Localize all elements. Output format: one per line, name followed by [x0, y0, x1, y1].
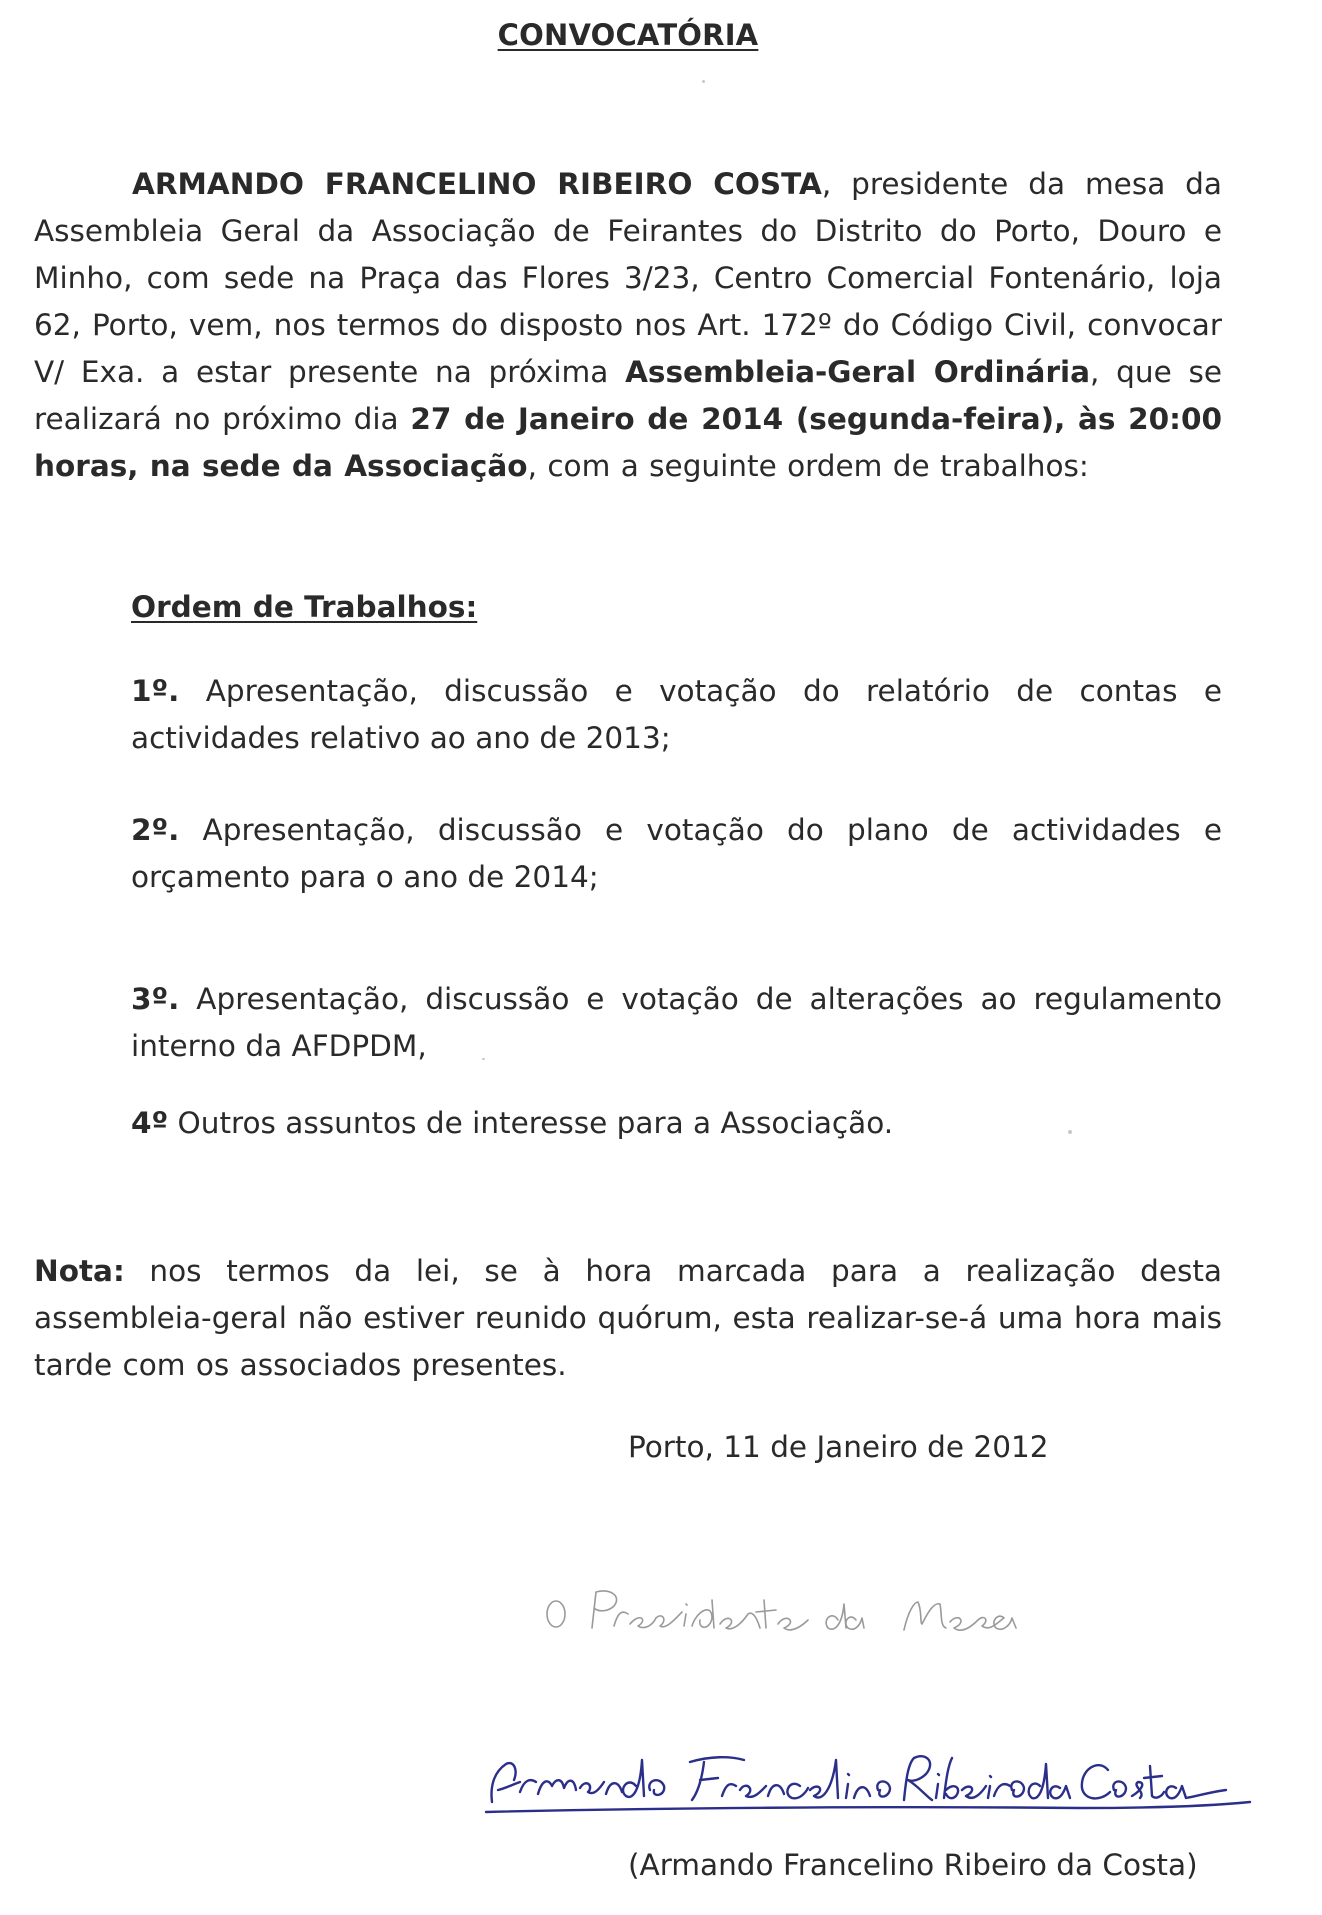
agenda-item-text: Apresentação, discussão e votação do plano de actividades e orçamento para o ano de 2014; — [131, 813, 1222, 894]
agenda-item-number: 2º. — [131, 813, 180, 847]
agenda-item-text: Outros assuntos de interesse para a Associação. — [168, 1106, 894, 1140]
agenda-item-number: 3º. — [131, 982, 180, 1016]
agenda-item-number: 1º. — [131, 674, 180, 708]
handwritten-signature — [486, 1756, 1250, 1812]
handwritten-role — [547, 1591, 1016, 1630]
place-date: Porto, 11 de Janeiro de 2012 — [628, 1430, 1049, 1464]
agenda-item-text: Apresentação, discussão e votação de alterações ao regulamento interno da AFDPDM, — [131, 982, 1222, 1063]
note-text: nos termos da lei, se à hora marcada para a realização desta assembleia-geral não estiver reunido quórum, esta realizar-se-á uma hora mais tarde com os associados presentes. — [34, 1254, 1222, 1382]
agenda-item-text: Apresentação, discussão e votação do relatório de contas e actividades relativo ao ano de 2013; — [131, 674, 1222, 755]
intro-text-2: , que se realizará no próximo dia — [34, 355, 1222, 436]
president-name: ARMANDO FRANCELINO RIBEIRO COSTA — [132, 167, 822, 201]
agenda-heading: Ordem de Trabalhos: — [131, 590, 478, 624]
scan-speck — [702, 80, 705, 83]
document-title: CONVOCATÓRIA — [497, 18, 759, 52]
intro-text-3: , com a seguinte ordem de trabalhos: — [527, 449, 1089, 483]
intro-text-1: , presidente da mesa da Assembleia Geral da Associação de Feirantes do Distrito do Porto, Douro e Minho, com sede na Praça das Flores 3/23, Centro Comercial Fontenário, loja 62, Porto, vem, nos termos do disposto nos Art. 172º do Código Civil, convocar V/ Exa. a estar presente na próxima — [34, 167, 1222, 389]
meeting-type: Assembleia-Geral Ordinária — [625, 355, 1091, 389]
printed-name: (Armando Francelino Ribeiro da Costa) — [628, 1848, 1198, 1882]
agenda-item-number: 4º — [131, 1106, 169, 1140]
scan-speck — [1068, 1130, 1072, 1134]
scan-speck — [482, 1058, 485, 1060]
note-label: Nota: — [34, 1254, 125, 1288]
meeting-date-time-place: 27 de Janeiro de 2014 (segunda-feira), às 20:00 horas, na sede da Associação — [34, 402, 1222, 483]
